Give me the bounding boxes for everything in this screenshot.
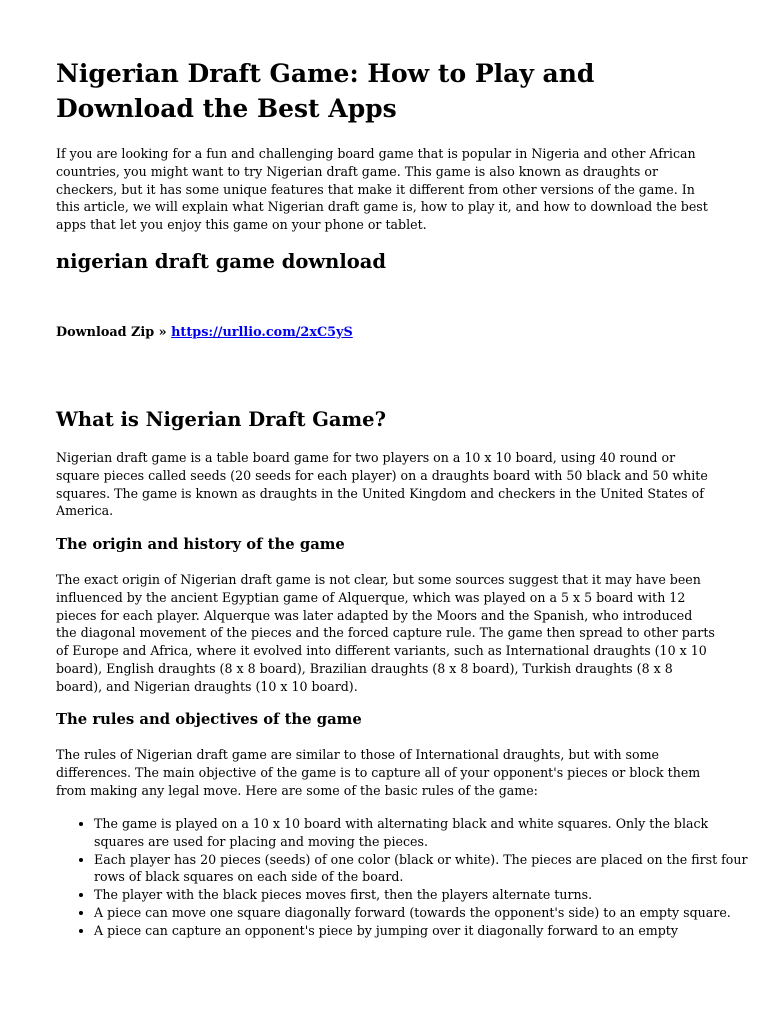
intro-paragraph: If you are looking for a fun and challenging board game that is popular in Nigeria and other African countries, you might want to try Nigerian draft game. This game is also known as draughts or checkers, but it has some unique features that make it different from other versions of the game. In this article, we will explain what Nigerian draft game is, how to play it, and how to download the best apps that let you enjoy this game on your phone or tablet. [56, 146, 708, 233]
list-item: • A piece can capture an opponent's piece by jumping over it diagonally forward to an empty [94, 922, 754, 940]
list-item: • The game is played on a 10 x 10 board with alternating black and white squares. Only the black squares are used for placing and moving the pieces. [94, 815, 754, 851]
download-label: Download Zip » [56, 325, 167, 340]
list-item: • The player with the black pieces moves first, then the players alternate turns. [94, 886, 754, 904]
download-line [56, 324, 716, 342]
rules-paragraph: The rules of Nigerian draft game are similar to those of International draughts, but with some differences. The main objective of the game is to capture all of your opponent's pieces or block them from making any legal move. Here are some of the basic rules of the game: [56, 747, 701, 798]
download-heading: nigerian draft game download [56, 250, 387, 273]
origin-heading: The origin and history of the game [56, 536, 345, 553]
list-item: • A piece can move one square diagonally forward (towards the opponent's side) to an empty square. [94, 904, 754, 922]
page-title: Nigerian Draft Game: How to Play and Download the Best Apps [56, 59, 595, 123]
origin-paragraph: The exact origin of Nigerian draft game is not clear, but some sources suggest that it may have been influenced by the ancient Egyptian game of Alquerque, which was played on a 5 x 5 board with 12 pieces for each player. Alquerque was later adapted by the Moors and the Spanish, who introduced the diagonal movement of the pieces and the forced capture rule. The game then spread to other parts of Europe and Africa, where it evolved into different variants, such as International draughts (10 x 10 board), English draughts (8 x 8 board), Brazilian draughts (8 x 8 board), Turkish draughts (8 x 8 board), and Nigerian draughts (10 x 10 board). [56, 572, 715, 694]
list-item: • Each player has 20 pieces (seeds) of one color (black or white). The pieces are placed on the first four rows of black squares on each side of the board. [94, 851, 754, 887]
what-is-paragraph: Nigerian draft game is a table board game for two players on a 10 x 10 board, using 40 round or square pieces called seeds (20 seeds for each player) on a draughts board with 50 black and 50 white squares. The game is known as draughts in the United Kingdom and checkers in the United States of America. [56, 450, 708, 519]
what-is-heading: What is Nigerian Draft Game? [56, 408, 386, 431]
rules-heading: The rules and objectives of the game [56, 711, 362, 728]
rules-list [56, 815, 754, 940]
download-link[interactable]: https://urllio.com/2xC5yS [171, 325, 353, 340]
